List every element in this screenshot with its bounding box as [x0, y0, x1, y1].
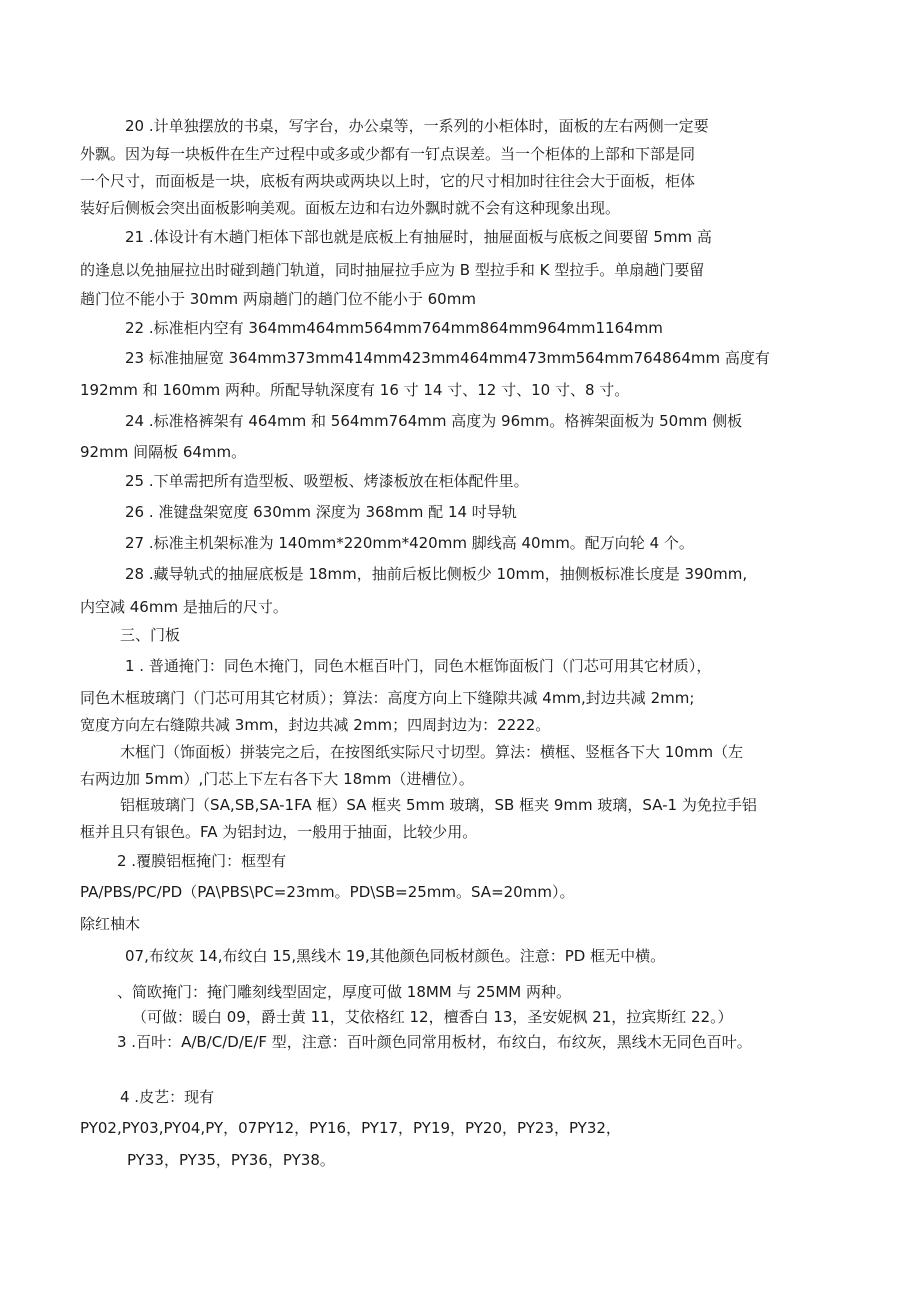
text-line-1: 20 .计单独摆放的书桌，写字台，办公桌等，一系列的小柜体时，面板的左右两侧一定要: [125, 117, 709, 135]
text-line-32: 3 .百叶：A/B/C/D/E/F 型，注意：百叶颜色同常用板材，布纹白，布纹灰，黑线木无同色百叶。: [117, 1033, 752, 1051]
text-line-10: 192mm 和 160mm 两种。所配导轨深度有 16 寸 14 寸、12 寸、10 寸、8 寸。: [80, 381, 630, 399]
text-line-11: 24 .标准格裤架有 464mm 和 564mm764mm 高度为 96mm。格裤架面板为 50mm 侧板: [125, 412, 743, 430]
text-line-4: 装好后侧板会突出面板影响美观。面板左边和右边外飘时就不会有这种现象出现。: [80, 199, 621, 217]
text-line-24: 铝框玻璃门（SA,SB,SA-1FA 框）SA 框夹 5mm 玻璃，SB 框夹 9mm 玻璃，SA-1 为免拉手铝: [120, 796, 757, 814]
text-line-14: 26 . 准键盘架宽度 630mm 深度为 368mm 配 14 吋导轨: [125, 503, 517, 521]
text-line-21: 宽度方向左右缝隙共减 3mm，封边共减 2mm；四周封边为：2222。: [80, 716, 551, 734]
text-line-22: 木框门（饰面板）拼装完之后，在按图纸实际尺寸切型。算法：横框、竖框各下大 10mm（左: [120, 743, 744, 761]
text-line-9: 23 标准抽屉宽 364mm373mm414mm423mm464mm473mm564mm764864mm 高度有: [125, 349, 770, 367]
text-line-3: 一个尺寸，而面板是一块，底板有两块或两块以上时，它的尺寸相加时往往会大于面板，柜体: [80, 172, 696, 190]
text-line-25: 框并且只有银色。FA 为铝封边，一般用于抽面，比较少用。: [80, 823, 478, 841]
text-line-28: 除红柚木: [80, 915, 141, 933]
text-line-12: 92mm 间隔板 64mm。: [80, 443, 247, 461]
text-line-35: PY33，PY35，PY36，PY38。: [127, 1151, 335, 1169]
text-line-17: 内空减 46mm 是抽后的尺寸。: [80, 598, 288, 616]
text-line-13: 25 .下单需把所有造型板、吸塑板、烤漆板放在柜体配件里。: [125, 472, 529, 490]
text-line-34: PY02,PY03,PY04,PY，07PY12，PY16，PY17，PY19，PY20，PY23，PY32，: [80, 1119, 621, 1137]
text-line-6: 的逢息以免抽屉拉出时碰到趟门轨道，同时抽屉拉手应为 B 型拉手和 K 型拉手。单扇趟门要留: [80, 261, 705, 279]
text-line-20: 同色木框玻璃门（门芯可用其它材质）；算法：高度方向上下缝隙共减 4mm,封边共减 2mm;: [80, 689, 695, 707]
text-line-23: 右两边加 5mm）,门芯上下左右各下大 18mm（进槽位）。: [80, 770, 474, 788]
text-line-2: 外飘。因为每一块板件在生产过程中或多或少都有一钉点误差。当一个柜体的上部和下部是同: [80, 145, 696, 163]
text-line-29: 07,布纹灰 14,布纹白 15,黑线木 19,其他颜色同板材颜色。注意：PD 框无中横。: [125, 947, 666, 965]
text-line-16: 28 .藏导轨式的抽屉底板是 18mm，抽前后板比侧板少 10mm，抽侧板标准长度是 390mm,: [125, 565, 748, 583]
text-line-8: 22 .标准柜内空有 364mm464mm564mm764mm864mm964mm1164mm: [125, 319, 663, 337]
text-line-26: 2 .覆膜铝框掩门：框型有: [117, 852, 287, 870]
text-line-31: （可做：暖白 09，爵士黄 11，艾依格红 12，檀香白 13，圣安妮枫 21，拉宾斯红 22。）: [132, 1008, 733, 1026]
text-line-19: 1 . 普通掩门：同色木掩门，同色木框百叶门，同色木框饰面板门（门芯可用其它材质），: [125, 657, 712, 675]
text-line-7: 趟门位不能小于 30mm 两扇趟门的趟门位不能小于 60mm: [80, 290, 476, 308]
text-line-5: 21 .体设计有木趟门柜体下部也就是底板上有抽屉时，抽屉面板与底板之间要留 5mm 高: [125, 228, 712, 246]
text-line-33: 4 .皮艺：现有: [120, 1088, 215, 1106]
text-line-15: 27 .标准主机架标准为 140mm*220mm*420mm 脚线高 40mm。配万向轮 4 个。: [125, 534, 694, 552]
section-heading: 三、门板: [120, 626, 181, 644]
text-line-27: PA/PBS/PC/PD（PA\PBS\PC=23mm。PD\SB=25mm。SA=20mm）。: [80, 883, 575, 901]
text-line-30: 、简欧掩门：掩门雕刻线型固定，厚度可做 18MM 与 25MM 两种。: [117, 983, 572, 1001]
